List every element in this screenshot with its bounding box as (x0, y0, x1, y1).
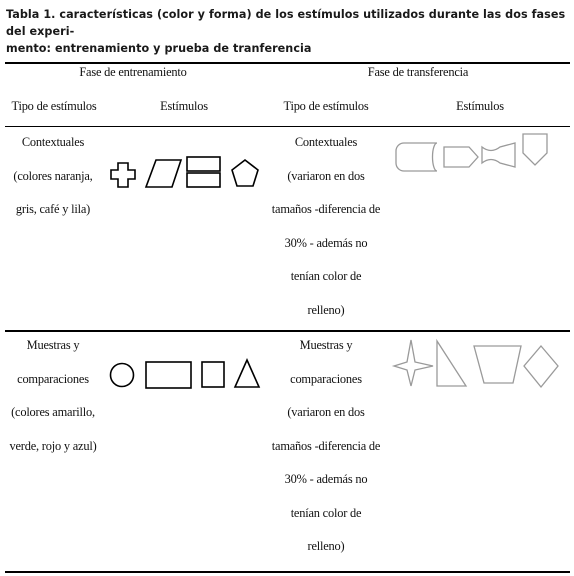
caption-line-2: mento: entrenamiento y prueba de tranferencia (6, 42, 312, 55)
row-1-transfer-type-line: tamaños -diferencia de (271, 202, 381, 216)
circle-icon (111, 364, 134, 387)
row-1-transfer-type-line: tenían color de (290, 269, 362, 283)
row-2-transfer-type-line: (variaron en dos (287, 405, 365, 419)
row-1-training-type-line: Contextuales (21, 135, 85, 149)
row-2-training-type-line: verde, rojo y azul) (9, 438, 97, 453)
parallelogram-icon (146, 160, 181, 187)
row-2-transfer-type-line: tamaños -diferencia de (271, 438, 381, 453)
row-2-training-type-line: Muestras y (26, 338, 80, 352)
row-1-training-type-line: gris, café y lila) (15, 202, 91, 216)
row-2-transfer-type-line: relleno) (307, 539, 345, 553)
row-1-transfer-type-line: relleno) (307, 302, 345, 317)
row-1-transfer-type-line: 30% - además no (284, 235, 368, 250)
header-stimuli-transfer: Estímulos (456, 99, 504, 113)
arrow-tag-icon (444, 147, 478, 167)
row-1-transfer-type-line: Contextuales (294, 135, 358, 149)
header-stimulus-type-transfer: Tipo de estímulos (283, 99, 369, 113)
cross-icon (111, 163, 135, 187)
rectangle-icon (146, 362, 191, 388)
header-stimulus-type-training: Tipo de estímulos (11, 99, 97, 113)
shield-icon (523, 134, 547, 165)
header-transfer-phase: Fase de transferencia (367, 65, 469, 79)
rounded-tab-icon (396, 143, 437, 171)
row-1-transfer-type-line: (variaron en dos (287, 168, 365, 183)
row-2-training-type-line: comparaciones (17, 371, 89, 386)
row-1-training-type-line: (colores naranja, (13, 168, 93, 183)
triangle-icon (235, 360, 259, 387)
row-2-transfer-type-line: tenían color de (290, 505, 362, 520)
trapezoid-icon (474, 346, 521, 383)
concave-notch-icon (482, 143, 515, 167)
square-icon (202, 362, 224, 387)
four-point-star-icon (394, 340, 433, 386)
header-training-phase: Fase de entrenamiento (79, 65, 187, 79)
caption-line-1: Tabla 1. características (color y forma) de los estímulos utilizados durante las dos fases del experi- (6, 8, 566, 38)
row-2-transfer-type-line: comparaciones (290, 371, 362, 386)
right-triangle-icon (437, 341, 466, 386)
row-2-transfer-type-line: Muestras y (299, 338, 353, 352)
double-rectangle-icon (187, 157, 220, 187)
row-2-transfer-type-line: 30% - además no (284, 472, 368, 486)
header-stimuli-training: Estímulos (160, 99, 208, 113)
pentagon-icon (232, 160, 258, 186)
diamond-icon (524, 346, 558, 387)
row-2-training-type-line: (colores amarillo, (11, 405, 95, 419)
